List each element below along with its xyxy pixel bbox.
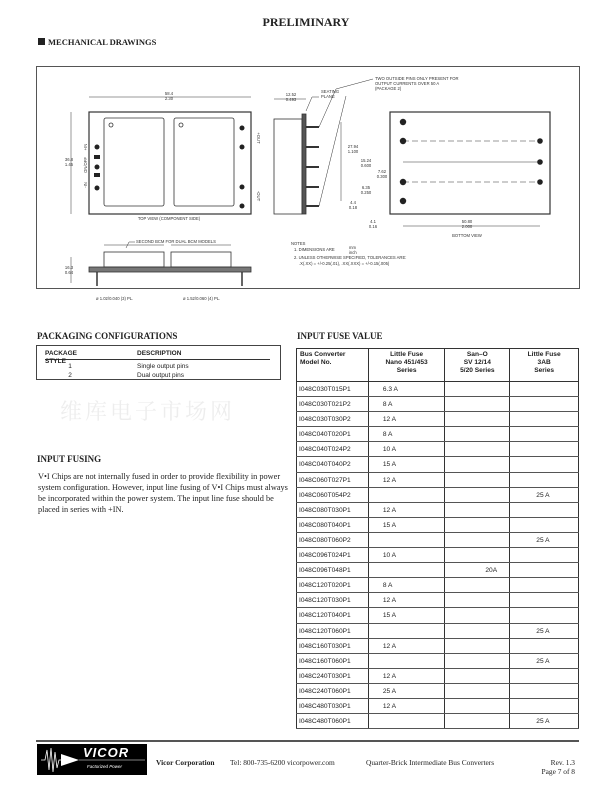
callout-text: OUTPUT CURRENTS OVER 50 A — [375, 81, 440, 86]
cell: Single output pins — [137, 363, 189, 370]
section-heading — [38, 37, 156, 47]
table-row — [297, 442, 579, 457]
header-line: Series — [534, 367, 555, 374]
note-3: .X(.XX) = +/-0.25(.01), .XX(.XXX) = +/-0.15(.005) — [299, 261, 390, 266]
fuse-value-cell: 15 A — [368, 457, 445, 472]
pin-dia-1: ø 1.02/0.040 (3) PL. — [96, 296, 134, 301]
model-cell: I048C040T024P2 — [297, 442, 369, 457]
fuse-table-body — [297, 382, 579, 729]
svg-text:50.80: 50.80 — [461, 219, 473, 224]
fuse-value-cell: 12 A — [368, 638, 445, 653]
fuse-value-cell — [445, 638, 510, 653]
front-dim-mm: 16.3 — [64, 265, 74, 270]
table-row — [297, 638, 579, 653]
fuse-value-cell — [445, 608, 510, 623]
fuse-value-cell — [510, 578, 579, 593]
pin-dia-1-mm: 1.02 — [99, 296, 108, 301]
model-cell: I048C030T015P1 — [297, 382, 369, 397]
table-row — [297, 487, 579, 502]
fuse-value-cell — [510, 638, 579, 653]
dim-width-in: 2.30 — [164, 96, 174, 101]
table-row — [297, 457, 579, 472]
model-cell: I048C240T060P1 — [297, 683, 369, 698]
footer-company: Vicor Corporation — [156, 758, 215, 767]
fuse-value-cell — [445, 668, 510, 683]
model-cell: I048C030T030P2 — [297, 412, 369, 427]
fuse-value-cell: 15 A — [368, 608, 445, 623]
note-1: 1. DIMENSIONS ARE — [294, 247, 335, 252]
cell: Dual output pins — [137, 372, 184, 379]
column-header — [297, 349, 369, 382]
fuse-value-cell — [445, 502, 510, 517]
fuse-value-cell — [368, 563, 445, 578]
label-plus-in: +IN — [83, 143, 88, 151]
seating-plane-label: SEATING — [321, 89, 340, 94]
side-dim-mm: 12.52 — [285, 92, 297, 97]
pin-dia-1-in: 0.040 — [109, 296, 120, 301]
fuse-value-cell — [368, 714, 445, 729]
table-row — [297, 427, 579, 442]
model-cell: I048C060T027P1 — [297, 472, 369, 487]
page-title: PRELIMINARY — [262, 15, 350, 29]
table-row — [297, 517, 579, 532]
fuse-value-cell — [445, 683, 510, 698]
label-minus-in: -IN — [83, 182, 88, 188]
svg-text:0.600: 0.600 — [360, 163, 372, 168]
fuse-value-cell — [510, 548, 579, 563]
table-row — [297, 382, 579, 397]
fuse-value-cell — [510, 608, 579, 623]
top-view-pins — [94, 126, 245, 209]
front-dim-in: 0.64 — [64, 270, 74, 275]
column-header — [368, 349, 445, 382]
svg-text:1.100: 1.100 — [347, 149, 359, 154]
table-row — [297, 608, 579, 623]
logo-tagline: Factorized Power — [87, 764, 123, 769]
fuse-value-cell — [368, 487, 445, 502]
svg-text:0.16: 0.16 — [368, 224, 378, 229]
header-line: Bus Converter — [300, 351, 346, 358]
fuse-value-cell: 8 A — [368, 427, 445, 442]
fuse-value-cell — [445, 457, 510, 472]
fuse-value-cell: 25 A — [510, 487, 579, 502]
front-view — [71, 242, 251, 286]
fuse-table-title: INPUT FUSE VALUE — [297, 331, 383, 341]
header-line: Nano 451/453 — [385, 359, 428, 366]
fuse-value-cell — [445, 593, 510, 608]
table-row — [297, 563, 579, 578]
table-row — [297, 548, 579, 563]
dim-height-in: 1.45 — [64, 162, 74, 167]
fuse-value-cell — [368, 653, 445, 668]
table-row — [297, 653, 579, 668]
fuse-value-cell: 25 A — [510, 623, 579, 638]
packaging-header-row — [45, 350, 270, 365]
top-view-label: TOP VIEW (COMPONENT SIDE) — [137, 216, 201, 221]
column-header — [445, 349, 510, 382]
fuse-value-cell: 12 A — [368, 472, 445, 487]
svg-text:0.250: 0.250 — [360, 190, 372, 195]
model-cell: I048C080T030P1 — [297, 502, 369, 517]
pin-dia-2-mm: 1.52 — [186, 296, 195, 301]
table-row — [297, 412, 579, 427]
svg-text:2.000: 2.000 — [461, 224, 473, 229]
table-row — [297, 623, 579, 638]
header-line: San–O — [466, 351, 488, 358]
fuse-value-cell — [445, 517, 510, 532]
fuse-table — [296, 348, 579, 729]
fuse-value-cell — [445, 397, 510, 412]
header-line: 5/20 Series — [460, 367, 495, 374]
fuse-value-cell — [510, 517, 579, 532]
bottom-view-pins — [400, 119, 543, 204]
fuse-value-cell — [510, 683, 579, 698]
model-cell: I048C160T060P1 — [297, 653, 369, 668]
table-row — [297, 668, 579, 683]
fuse-value-cell — [445, 532, 510, 547]
fuse-value-cell: 12 A — [368, 668, 445, 683]
fuse-value-cell — [510, 668, 579, 683]
fuse-value-cell — [445, 623, 510, 638]
fuse-value-cell — [510, 442, 579, 457]
square-bullet-icon — [38, 38, 45, 45]
callout-text: TWO OUTSIDE PINS ONLY PRESENT FOR — [375, 76, 459, 81]
note-2: 2. UNLESS OTHERWISE SPECIFIED, TOLERANCES ARE: — [294, 255, 407, 260]
dim-height-mm: 36.8 — [64, 157, 74, 162]
svg-text:4.4: 4.4 — [350, 200, 356, 205]
note-unit-in: inch — [349, 250, 357, 255]
mechanical-drawing — [36, 66, 580, 289]
svg-text:4.1: 4.1 — [370, 219, 376, 224]
pin-dia-2-suffix: (4) PL. — [207, 296, 221, 301]
fuse-value-cell — [445, 412, 510, 427]
fuse-value-cell — [510, 427, 579, 442]
fuse-value-cell — [445, 653, 510, 668]
table-row — [297, 714, 579, 729]
fuse-value-cell — [445, 548, 510, 563]
fuse-value-cell — [445, 472, 510, 487]
model-cell: I048C240T030P1 — [297, 668, 369, 683]
header-line: Model No. — [300, 359, 332, 366]
seating-plane-label: PLANE — [321, 94, 335, 99]
header-line: SV 12/14 — [463, 359, 491, 366]
cell: 1 — [68, 363, 72, 370]
fuse-value-cell — [368, 532, 445, 547]
fuse-value-cell: 8 A — [368, 578, 445, 593]
model-cell: I048C080T040P1 — [297, 517, 369, 532]
model-cell: I048C120T060P1 — [297, 623, 369, 638]
fuse-value-cell: 25 A — [368, 683, 445, 698]
bottom-dimensions — [348, 144, 482, 238]
fuse-value-cell: 20A — [445, 563, 510, 578]
footer-contact: Tel: 800-735-6200 vicorpower.com — [230, 758, 335, 767]
fuse-value-cell — [510, 502, 579, 517]
model-cell: I048C120T040P1 — [297, 608, 369, 623]
fuse-value-cell — [510, 397, 579, 412]
header-line: Little Fuse — [527, 351, 561, 358]
footer-product: Quarter-Brick Intermediate Bus Converters — [366, 758, 495, 767]
bottom-view — [341, 112, 550, 226]
model-cell: I048C040T020P1 — [297, 427, 369, 442]
fuse-value-cell — [445, 714, 510, 729]
packaging-title: PACKAGING CONFIGURATIONS — [37, 331, 178, 341]
dim-width-mm: 58.4 — [164, 91, 174, 96]
packaging-table — [36, 345, 281, 380]
fuse-value-cell: 12 A — [368, 698, 445, 713]
notes-title: NOTES — [291, 241, 306, 246]
second-bcm-label: SECOND BCM FOR DUAL BCM MODELS — [136, 239, 216, 244]
svg-text:6.35: 6.35 — [361, 185, 371, 190]
pin-dia-2: ø 1.52/0.060 (4) PL. — [183, 296, 221, 301]
table-row — [297, 502, 579, 517]
table-row — [297, 698, 579, 713]
side-dim-in: 0.493 — [285, 97, 297, 102]
table-row — [297, 578, 579, 593]
bottom-view-label: BOTTOM VIEW — [452, 233, 482, 238]
model-cell: I048C480T030P1 — [297, 698, 369, 713]
model-cell: I048C120T020P1 — [297, 578, 369, 593]
fuse-value-cell: 12 A — [368, 593, 445, 608]
fuse-value-cell — [510, 698, 579, 713]
fuse-value-cell — [510, 412, 579, 427]
model-cell: I048C096T048P1 — [297, 563, 369, 578]
input-fusing-title: INPUT FUSING — [37, 454, 102, 464]
input-fusing-text: V•I Chips are not internally fused in order to provide flexibility in power system configuration. However, input line fusing of V•I Chips must always be incorporated within the power system. The input line fuse should be placed in series with +IN. — [38, 472, 288, 514]
vicor-logo — [37, 744, 147, 775]
pin-dia-1-suffix: (3) PL. — [120, 296, 134, 301]
fuse-value-cell: 12 A — [368, 412, 445, 427]
model-cell: I048C080T060P2 — [297, 532, 369, 547]
footer-page: Page 7 of 8 — [541, 767, 575, 776]
fuse-value-cell — [510, 593, 579, 608]
fuse-value-cell — [445, 427, 510, 442]
fuse-value-cell: 12 A — [368, 502, 445, 517]
fuse-value-cell — [368, 623, 445, 638]
model-cell: I048C030T021P2 — [297, 397, 369, 412]
fuse-value-cell — [445, 578, 510, 593]
model-cell: I048C040T040P2 — [297, 457, 369, 472]
fuse-value-cell — [510, 457, 579, 472]
footer-divider — [36, 740, 579, 742]
fuse-value-cell — [445, 382, 510, 397]
header-line: 3AB — [537, 359, 551, 366]
fuse-value-cell — [510, 472, 579, 487]
column-header — [510, 349, 579, 382]
header-line: Little Fuse — [390, 351, 424, 358]
model-cell: I048C060T054P2 — [297, 487, 369, 502]
fuse-value-cell: 25 A — [510, 653, 579, 668]
table-row — [297, 532, 579, 547]
cell: 2 — [68, 372, 72, 379]
svg-text:0.300: 0.300 — [376, 174, 388, 179]
table-row — [297, 472, 579, 487]
table-row — [297, 593, 579, 608]
table-row — [45, 372, 270, 380]
fuse-value-cell: 10 A — [368, 548, 445, 563]
header-description: DESCRIPTION — [137, 350, 182, 357]
svg-text:7.62: 7.62 — [377, 169, 387, 174]
label-minus-out: -OUT — [256, 190, 261, 202]
fuse-value-cell — [445, 698, 510, 713]
svg-text:27.94: 27.94 — [347, 144, 359, 149]
fuse-value-cell: 8 A — [368, 397, 445, 412]
svg-text:0.18: 0.18 — [348, 205, 358, 210]
table-row — [297, 683, 579, 698]
fuse-value-cell — [510, 382, 579, 397]
header-line: Series — [396, 367, 417, 374]
table-row — [45, 363, 270, 371]
model-cell: I048C160T030P1 — [297, 638, 369, 653]
label-plus-out: +OUT — [256, 132, 261, 144]
section-title: MECHANICAL DRAWINGS — [48, 37, 157, 47]
fuse-value-cell: 15 A — [368, 517, 445, 532]
fuse-value-cell: 6.3 A — [368, 382, 445, 397]
label-on-off: ON/OFF — [83, 157, 88, 173]
fuse-header-row — [297, 349, 579, 382]
watermark: 维库电子市场网 — [60, 399, 236, 424]
footer-rev: Rev. 1.3 — [550, 758, 575, 767]
pin-dia-2-in: 0.060 — [196, 296, 207, 301]
note-unit-mm: mm — [349, 245, 356, 250]
table-row — [297, 397, 579, 412]
fuse-value-cell: 25 A — [510, 532, 579, 547]
model-cell: I048C480T060P1 — [297, 714, 369, 729]
fuse-value-cell: 25 A — [510, 714, 579, 729]
logo-text: VICOR — [83, 745, 130, 760]
fuse-value-cell — [510, 563, 579, 578]
model-cell: I048C096T024P1 — [297, 548, 369, 563]
fuse-value-cell — [445, 442, 510, 457]
fuse-value-cell: 10 A — [368, 442, 445, 457]
header-package-style: PACKAGE STYLE — [45, 350, 78, 365]
model-cell: I048C120T030P1 — [297, 593, 369, 608]
callout-text: (PACKAGE 2) — [375, 86, 402, 91]
svg-text:15.24: 15.24 — [360, 158, 372, 163]
fuse-value-cell — [445, 487, 510, 502]
